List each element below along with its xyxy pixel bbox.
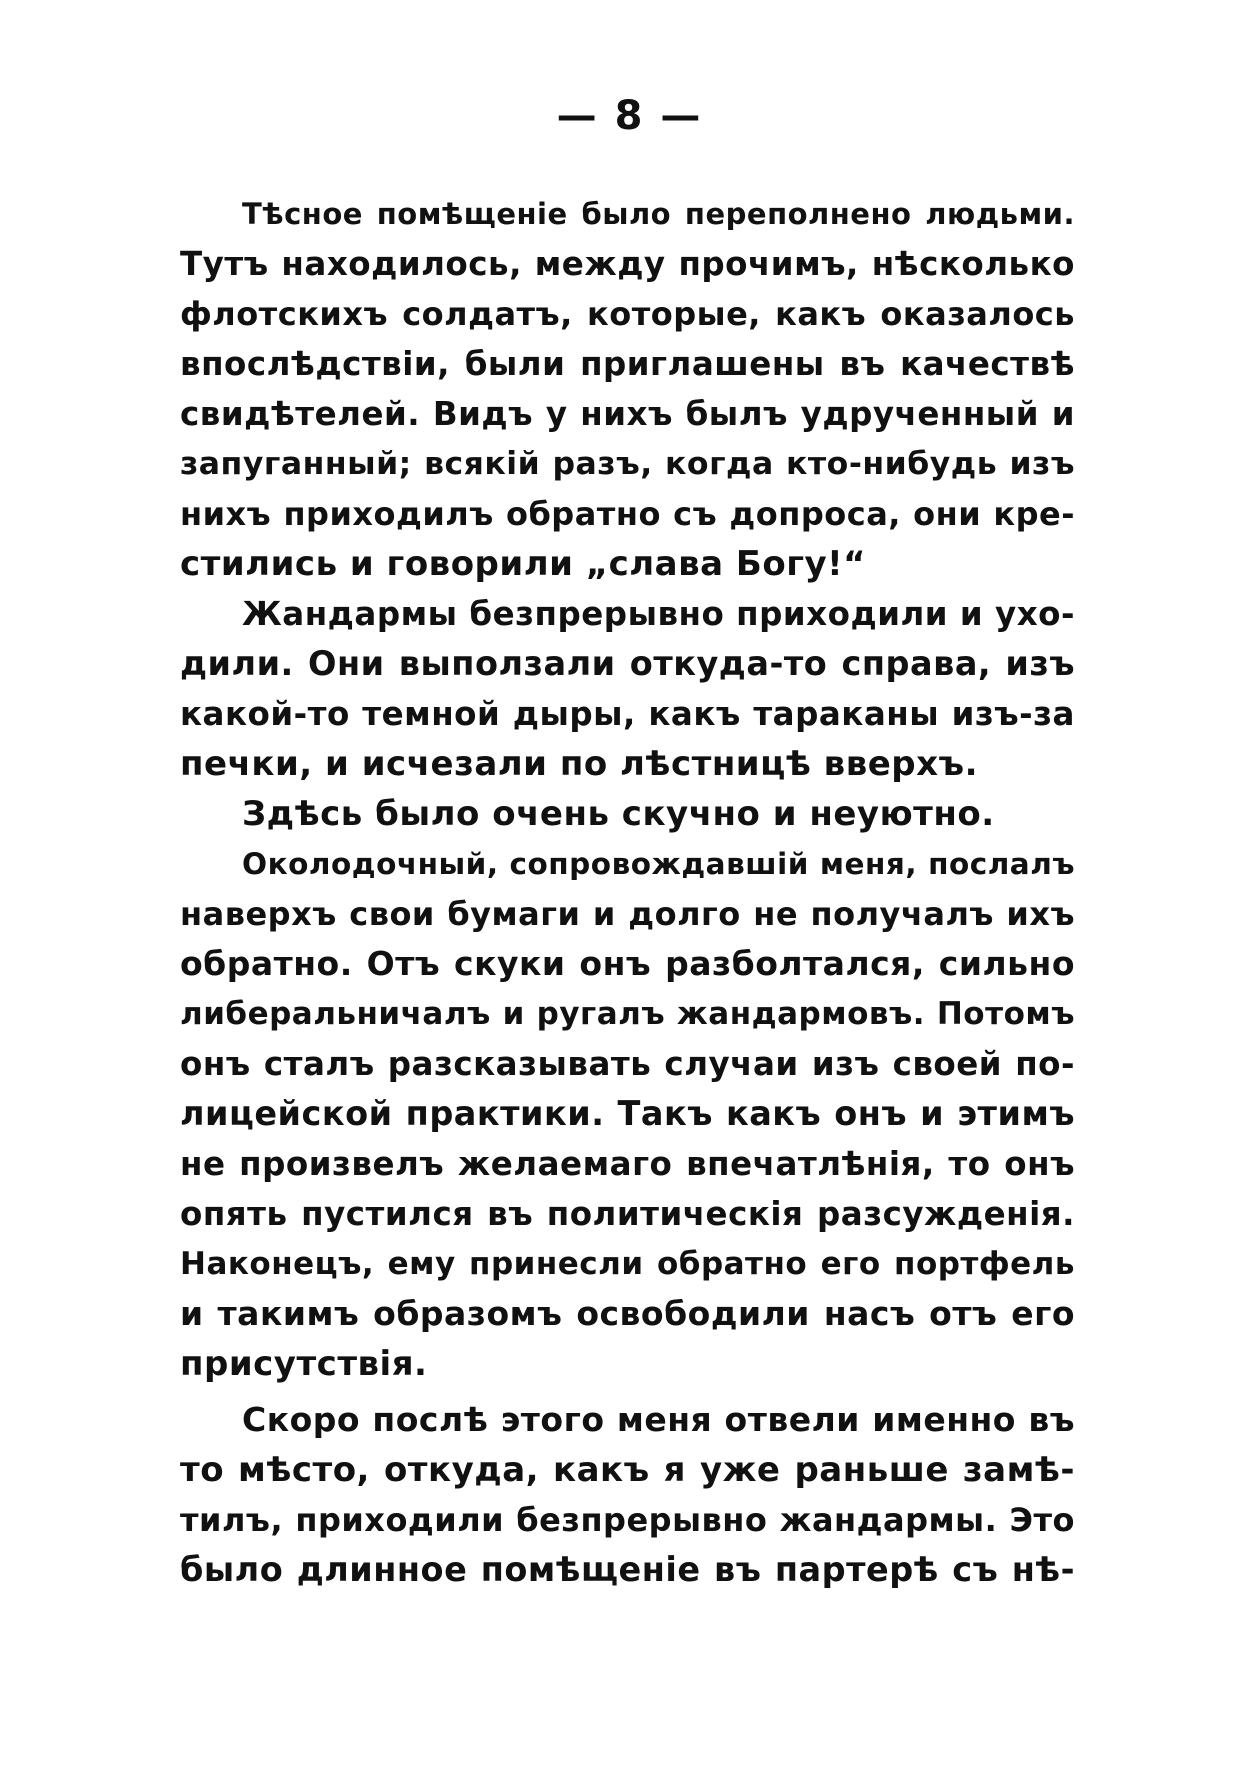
paragraph-3 xyxy=(180,789,1075,839)
text-line: флотскихъ солдатъ, которые, какъ оказалось xyxy=(180,295,1075,333)
text-line: запуганный; всякій разъ, когда кто-нибудь изъ xyxy=(180,446,1075,482)
text-line: Тутъ находилось, между прочимъ, нѣсколько xyxy=(180,245,1075,283)
text-line: Околодочный, сопровождавшій меня, послалъ xyxy=(242,847,1075,881)
text-line: Жандармы безпрерывно приходили и ухо- xyxy=(242,595,1075,633)
text-line: нихъ приходилъ обратно съ допроса, они кре- xyxy=(180,495,1075,533)
text-line: печки, и исчезали по лѣстницѣ вверхъ. xyxy=(180,744,979,784)
paragraph-5 xyxy=(180,1395,1075,1595)
text-line: тилъ, приходили безпрерывно жандармы. Это xyxy=(180,1501,1075,1539)
text-line: дили. Они выползали откуда-то справа, изъ xyxy=(180,644,1075,683)
text-line: какой-то темной дыры, какъ тараканы изъ-за xyxy=(180,695,1075,733)
page-number: — 8 — xyxy=(556,93,703,139)
text-line: обратно. Отъ скуки онъ разболтался, сильно xyxy=(180,944,1075,983)
paragraph-4 xyxy=(180,839,1075,1389)
text-line: присутствія. xyxy=(180,1344,428,1384)
text-line: Наконецъ, ему принесли обратно его портфель xyxy=(180,1246,1075,1282)
text-line: опять пустился въ политическія разсужденія. xyxy=(180,1195,1075,1233)
text-line: лицейской практики. Такъ какъ онъ и этимъ xyxy=(180,1094,1075,1133)
paragraph-1 xyxy=(180,189,1075,589)
text-line: было длинное помѣщеніе въ партерѣ съ нѣ- xyxy=(180,1550,1075,1589)
text-line: онъ сталъ разсказывать случаи изъ своей по- xyxy=(180,1045,1075,1083)
text-line: впослѣдствіи, были приглашены въ качествѣ xyxy=(180,345,1075,383)
paragraph-2 xyxy=(180,589,1075,789)
text-line: не произвелъ желаемаго впечатлѣнія, то онъ xyxy=(180,1145,1075,1183)
text-line: и такимъ образомъ освободили насъ отъ его xyxy=(180,1294,1075,1333)
text-line: Здѣсь было очень скучно и неуютно. xyxy=(242,794,995,834)
text-line: стились и говорили „слава Богу!“ xyxy=(180,544,866,584)
body-text xyxy=(180,189,1075,1595)
text-line: свидѣтелей. Видъ у нихъ былъ удрученный и xyxy=(180,395,1075,433)
text-line: либеральничалъ и ругалъ жандармовъ. Потомъ xyxy=(180,996,1075,1032)
text-line: Тѣсное помѣщеніе было переполнено людьми. xyxy=(242,197,1075,231)
text-line: то мѣсто, откуда, какъ я уже раньше замѣ- xyxy=(180,1450,1075,1490)
text-line: Скоро послѣ этого меня отвели именно въ xyxy=(242,1400,1075,1439)
text-line: наверхъ свои бумаги и долго не получалъ ихъ xyxy=(180,895,1075,933)
